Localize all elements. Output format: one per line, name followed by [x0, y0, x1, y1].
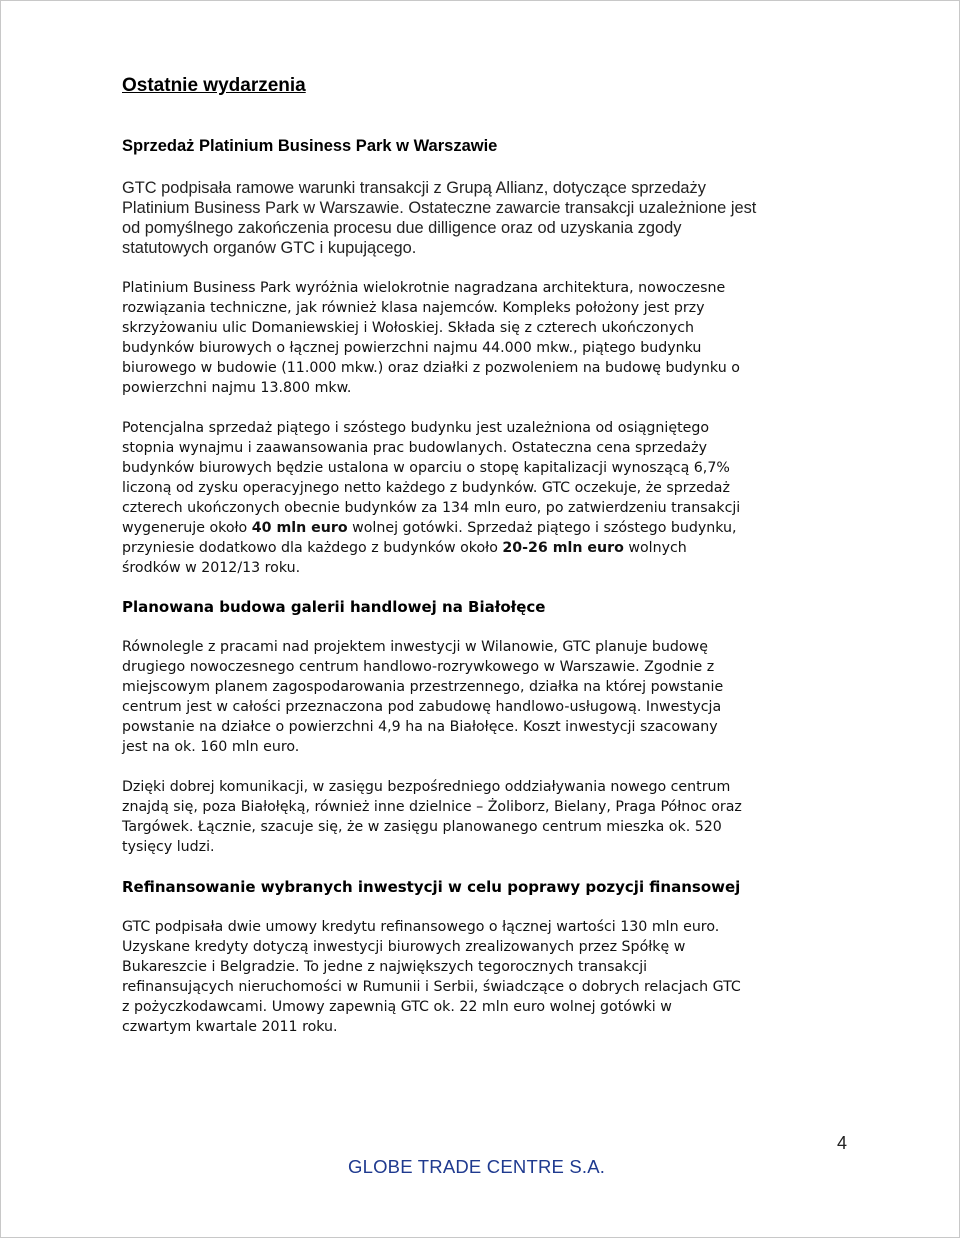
text-line: znajdą się, poza Białołęką, również inne dzielnice – Żoliborz, Bielany, Praga Północ oraz — [122, 799, 742, 815]
text-run: przyniesie dodatkowo dla każdego z budynków około — [122, 540, 503, 556]
text-line: drugiego nowoczesnego centrum handlowo-rozrywkowego w Warszawie. Zgodnie z — [122, 659, 715, 675]
paragraph-potential-sale — [122, 418, 848, 578]
text-line: centrum jest w całości przeznaczona pod zabudowę handlowo-usługową. Inwestycja — [122, 699, 722, 715]
text-line: refinansujących nieruchomości w Rumunii i Serbii, świadczące o dobrych relacjach GTC — [122, 979, 741, 995]
paragraph-platinium-description — [122, 278, 848, 398]
footer-company-name: GLOBE TRADE CENTRE S.A. — [348, 1156, 606, 1177]
section-heading-platinium: Sprzedaż Platinium Business Park w Warszawie — [122, 137, 498, 155]
text-line: od pomyślnego zakończenia procesu due dilligence oraz od uzyskania zgody — [122, 219, 682, 237]
text-line: jest na ok. 160 mln euro. — [122, 739, 300, 755]
paragraph-refinancing — [122, 917, 848, 1037]
text-line: liczoną od zysku operacyjnego netto każdego z budynków. GTC oczekuje, że sprzedaż — [122, 480, 730, 496]
text-line: budynków biurowych będzie ustalona w oparciu o stopę kapitalizacji wynoszącą 6,7% — [122, 460, 730, 476]
text-line: z pożyczkodawcami. Umowy zapewnią GTC ok. 22 mln euro wolnej gotówki w — [122, 999, 672, 1015]
text-line: Potencjalna sprzedaż piątego i szóstego budynku jest uzależniona od osiągnięteg​o — [122, 420, 710, 436]
text-line: powstanie na działce o powierzchni 4,9 ha na Białołęce. Koszt inwestycji szacowany — [122, 719, 718, 735]
text-line: GTC podpisała ramowe warunki transakcji z Grupą Allianz, dotyczące sprzedaży — [122, 179, 706, 197]
text-line: Dzięki dobrej komunikacji, w zasięgu bezpośredniego oddziaływania nowego centrum — [122, 779, 731, 795]
text-line: Platinium Business Park w Warszawie. Ostateczne zawarcie transakcji uzależnione jest — [122, 199, 757, 217]
text-line: statutowych organów GTC i kupującego. — [122, 239, 417, 257]
text-line — [122, 518, 848, 538]
text-line: tysięcy ludzi. — [122, 839, 215, 855]
text-line: środków w 2012/13 roku. — [122, 560, 301, 576]
text-line: GTC podpisała dwie umowy kredytu refinansowego o łącznej wartości 130 mln euro. — [122, 919, 720, 935]
text-line — [122, 538, 848, 558]
highlight-amount: 20-26 mln euro — [502, 540, 624, 556]
text-line: czterech ukończonych obecnie budynków za 134 mln euro, po zatwierdzeniu transakcji — [122, 500, 741, 516]
text-run: wolnej gotówki. Sprzedaż piątego i szóstego budynku, — [347, 520, 737, 536]
page-number: 4 — [837, 1133, 848, 1153]
text-line: Równolegle z pracami nad projektem inwestycji w Wilanowie, GTC planuje budowę — [122, 639, 708, 655]
text-line: skrzyżowaniu ulic Domaniewskiej i Wołoskiej. Składa się z czterech ukończonych — [122, 320, 694, 336]
text-line: stopnia wynajmu i zaawansowania prac budowlanych. Ostateczna cena sprzedaży — [122, 440, 707, 456]
section-heading-refinancing: Refinansowanie wybranych inwestycji w celu poprawy pozycji finansowej — [122, 878, 741, 896]
text-line: budynków biurowych o łącznej powierzchni najmu 44.000 mkw., piątego budynku — [122, 340, 702, 356]
highlight-amount: 40 mln euro — [251, 520, 348, 536]
text-line: biurowego w budowie (11.000 mkw.) oraz działki z pozwoleniem na budowę budynku o — [122, 360, 740, 376]
section-heading-bialoleka: Planowana budowa galerii handlowej na Białołęce — [122, 598, 546, 616]
text-line: rozwiązania techniczne, jak również klasa najemców. Kompleks położony jest przy — [122, 300, 705, 316]
page-title: Ostatnie wydarzenia — [122, 75, 306, 96]
text-run: wygeneruje około — [122, 520, 252, 536]
text-line: Targówek. Łącznie, szacuje się, że w zasięgu planowanego centrum mieszka ok. 520 — [122, 819, 722, 835]
text-line: Bukareszcie i Belgradzie. To jedne z największych tegorocznych transakcji — [122, 959, 648, 975]
text-line: czwartym kwartale 2011 roku. — [122, 1019, 338, 1035]
paragraph-bialoleka-reach — [122, 777, 848, 857]
text-line: powierzchni najmu 13.800 mkw. — [122, 380, 352, 396]
text-run: wolnych — [623, 540, 687, 556]
text-line: miejscowym planem zagospodarowania przestrzennego, działka na której powstanie — [122, 679, 724, 695]
text-line: Platinium Business Park wyróżnia wielokrotnie nagradzana architektura, nowoczesne — [122, 280, 726, 296]
paragraph-platinium-sale — [122, 178, 848, 258]
paragraph-bialoleka-plan — [122, 637, 848, 757]
text-line: Uzyskane kredyty dotyczą inwestycji biurowych zrealizowanych przez Spółkę w — [122, 939, 686, 955]
